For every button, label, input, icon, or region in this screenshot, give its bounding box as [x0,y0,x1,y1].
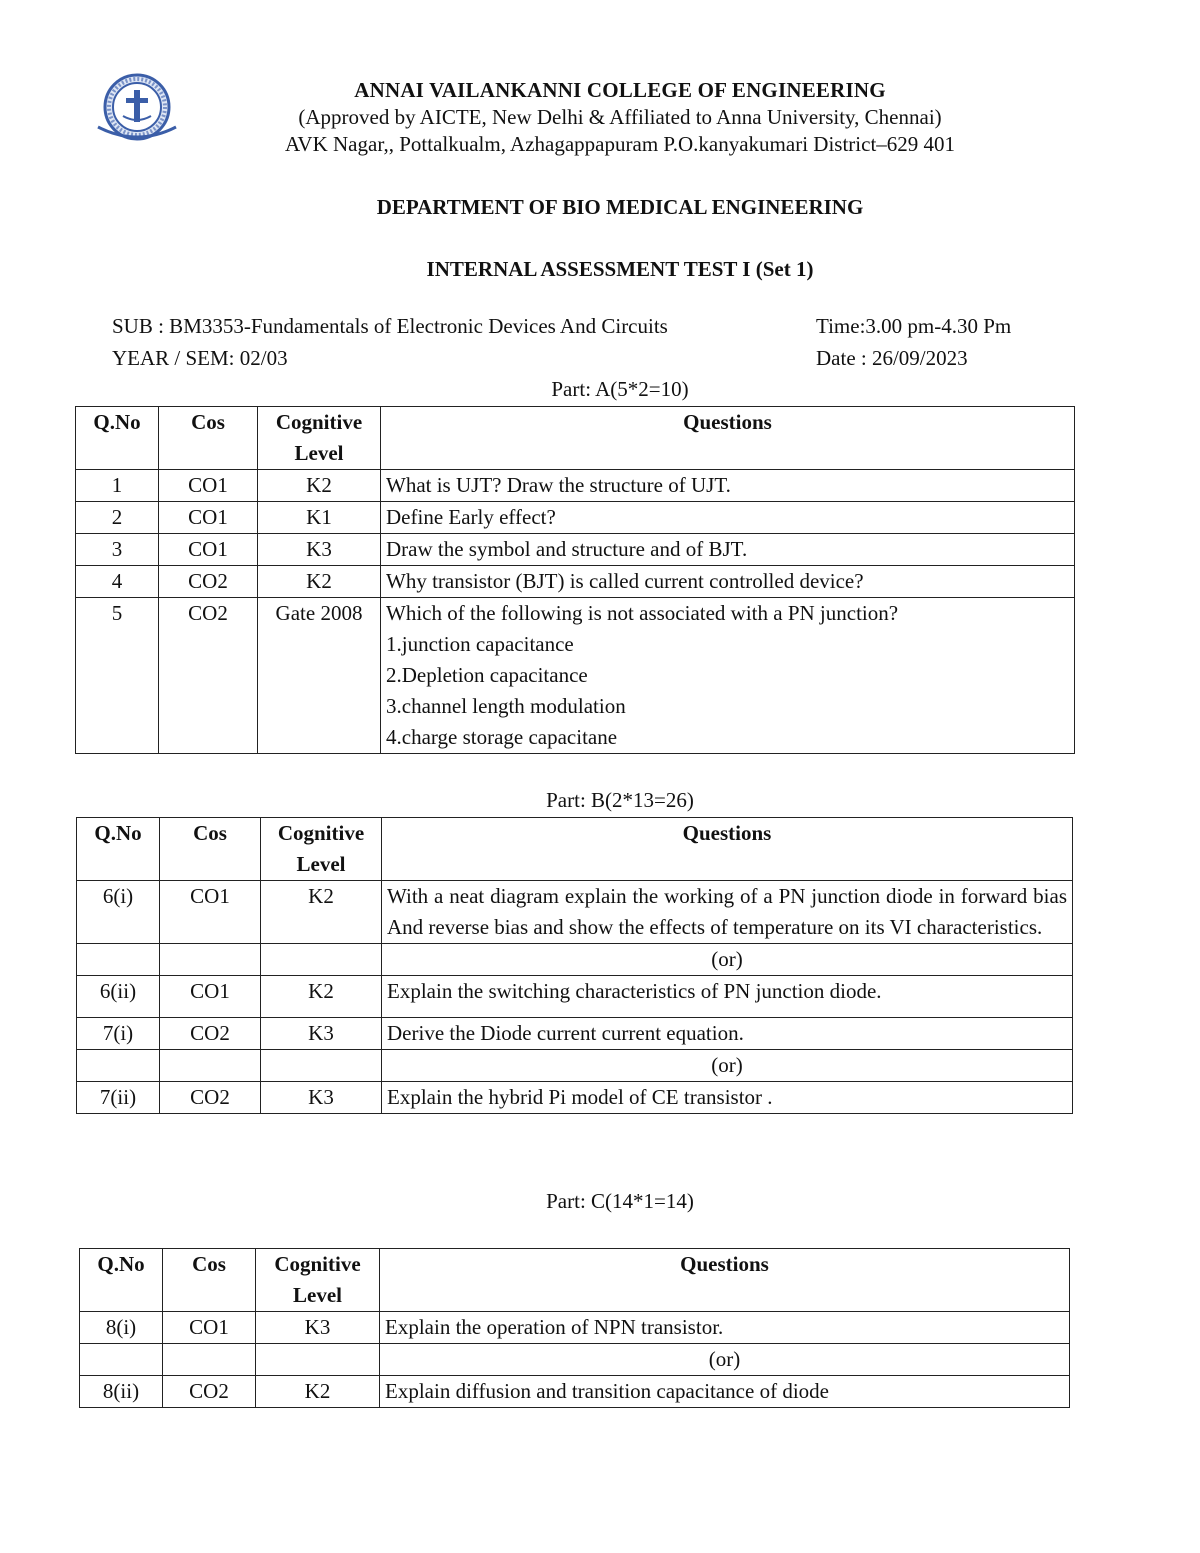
table-row [76,470,1075,502]
level-cell: K2 [258,566,381,598]
header-questions: Questions [381,407,1075,470]
co-cell [160,1050,261,1082]
table-row [76,566,1075,598]
qno-cell: 3 [76,534,159,566]
question-cell: With a neat diagram explain the working of a PN junction diode in forward bias And reverse bias and show the effects of temperature on its VI characteristics. [382,881,1073,944]
qno-cell [80,1344,163,1376]
header-cos: Cos [160,818,261,881]
part-b-table [76,817,1073,1114]
qno-cell: 6(i) [77,881,160,944]
question-cell [381,598,1075,754]
co-cell: CO1 [159,534,258,566]
header-level [258,407,381,470]
level-cell: K1 [258,502,381,534]
qno-cell: 5 [76,598,159,754]
level-cell [256,1344,380,1376]
level-cell: K3 [261,1082,382,1114]
co-cell: CO1 [160,976,261,1018]
level-cell: K3 [258,534,381,566]
part-c-table [79,1248,1070,1408]
table-header-row [76,407,1075,470]
table-row [77,881,1073,944]
or-cell: (or) [382,944,1073,976]
header-level-line2: Level [296,852,346,876]
part-b-title: Part: B(2*13=26) [546,788,694,812]
co-cell: CO2 [159,598,258,754]
qno-cell: 2 [76,502,159,534]
header-questions: Questions [380,1249,1070,1312]
qno-cell: 8(i) [80,1312,163,1344]
question-cell: Why transistor (BJT) is called current controlled device? [381,566,1075,598]
option-item: 4.charge storage capacitane [386,725,618,749]
table-row [77,1018,1073,1050]
header-level [256,1249,380,1312]
level-cell: K2 [261,976,382,1018]
address-line: AVK Nagar,, Pottalkualm, Azhagappapuram P.O.kanyakumari District–629 401 [284,132,956,156]
header-level-line1: Cognitive [277,821,365,845]
level-cell: K2 [261,881,382,944]
co-cell: CO2 [159,566,258,598]
table-row [80,1344,1070,1376]
table-row [77,1082,1073,1114]
qno-cell: 7(i) [77,1018,160,1050]
test-title: INTERNAL ASSESSMENT TEST I (Set 1) [426,257,814,281]
co-cell: CO2 [160,1082,261,1114]
table-header-row [80,1249,1070,1312]
time-line: Time:3.00 pm-4.30 Pm [816,314,1012,338]
level-cell: Gate 2008 [258,598,381,754]
question-cell: Explain the hybrid Pi model of CE transistor . [382,1082,1073,1114]
table-row [77,944,1073,976]
level-cell: K2 [256,1376,380,1408]
co-cell [160,944,261,976]
approval-line: (Approved by AICTE, New Delhi & Affiliated to Anna University, Chennai) [298,105,942,129]
table-row [80,1312,1070,1344]
level-cell [261,1050,382,1082]
part-a-title: Part: A(5*2=10) [551,377,689,401]
header-level-line2: Level [293,1283,342,1307]
co-cell: CO2 [160,1018,261,1050]
table-header-row [77,818,1073,881]
option-item: 2.Depletion capacitance [386,663,588,687]
question-text: Which of the following is not associated with a PN junction? [386,601,899,625]
question-cell: Explain the operation of NPN transistor. [380,1312,1070,1344]
header-level [261,818,382,881]
qno-cell: 1 [76,470,159,502]
question-cell: What is UJT? Draw the structure of UJT. [381,470,1075,502]
table-row [76,534,1075,566]
header-level-line1: Cognitive [275,410,363,434]
table-row [77,1050,1073,1082]
level-cell: K3 [256,1312,380,1344]
table-row [80,1376,1070,1408]
header-qno: Q.No [76,407,159,470]
option-item: 3.channel length modulation [386,694,626,718]
header-cos: Cos [163,1249,256,1312]
date-line: Date : 26/09/2023 [816,346,968,370]
table-row [77,976,1073,1018]
table-row [76,502,1075,534]
question-cell: Derive the Diode current current equation. [382,1018,1073,1050]
question-cell: Define Early effect? [381,502,1075,534]
header-qno: Q.No [80,1249,163,1312]
qno-cell [77,1050,160,1082]
co-cell: CO1 [160,881,261,944]
co-cell: CO1 [163,1312,256,1344]
department-title: DEPARTMENT OF BIO MEDICAL ENGINEERING [376,195,864,219]
level-cell [261,944,382,976]
question-cell: Draw the symbol and structure and of BJT. [381,534,1075,566]
level-cell: K2 [258,470,381,502]
co-cell: CO1 [159,502,258,534]
level-cell: K3 [261,1018,382,1050]
option-item: 1.junction capacitance [386,632,574,656]
part-c-title: Part: C(14*1=14) [546,1189,694,1213]
co-cell: CO1 [159,470,258,502]
table-row [76,598,1075,754]
or-cell: (or) [380,1344,1070,1376]
or-cell: (or) [382,1050,1073,1082]
question-cell: Explain diffusion and transition capacitance of diode [380,1376,1070,1408]
part-a-table [75,406,1075,754]
header-level-line2: Level [294,441,344,465]
qno-cell [77,944,160,976]
qno-cell: 8(ii) [80,1376,163,1408]
co-cell: CO2 [163,1376,256,1408]
question-cell: Explain the switching characteristics of PN junction diode. [382,976,1073,1018]
co-cell [163,1344,256,1376]
year-sem-line: YEAR / SEM: 02/03 [112,346,288,370]
header-cos: Cos [159,407,258,470]
subject-line: SUB : BM3353-Fundamentals of Electronic Devices And Circuits [112,314,668,338]
qno-cell: 4 [76,566,159,598]
header-qno: Q.No [77,818,160,881]
header-questions: Questions [382,818,1073,881]
qno-cell: 7(ii) [77,1082,160,1114]
college-name: ANNAI VAILANKANNI COLLEGE OF ENGINEERING [354,78,886,102]
qno-cell: 6(ii) [77,976,160,1018]
header-level-line1: Cognitive [274,1252,361,1276]
